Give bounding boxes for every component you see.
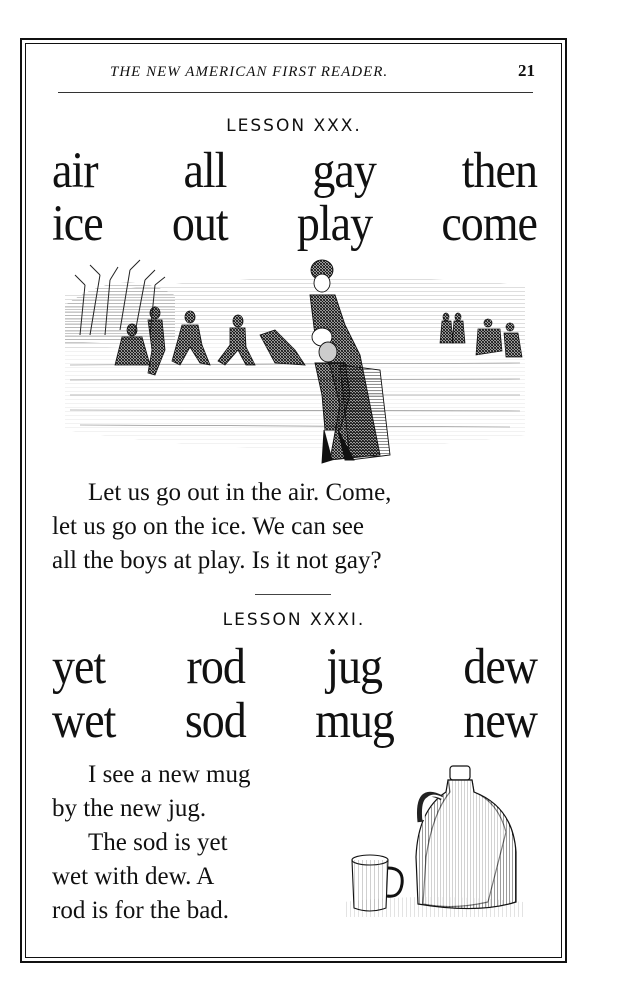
reading-line: all the boys at play. Is it not gay? bbox=[52, 547, 382, 574]
vocab-word: wet bbox=[52, 692, 116, 749]
lesson-31-reading-cont bbox=[52, 792, 206, 826]
vocab-word: all bbox=[183, 142, 227, 199]
reading-line: wet with dew. A bbox=[52, 863, 215, 890]
reading-line: The sod is yet bbox=[88, 829, 228, 856]
vocab-word: yet bbox=[52, 638, 106, 695]
vocab-word: then bbox=[461, 142, 537, 199]
lesson-30-reading bbox=[88, 476, 391, 510]
reading-line: let us go on the ice. We can see bbox=[52, 513, 364, 540]
reading-line: rod is for the bad. bbox=[52, 897, 230, 924]
lesson-31-reading bbox=[88, 758, 250, 792]
vocab-word: gay bbox=[312, 142, 376, 199]
lesson-31-reading-cont-3 bbox=[52, 860, 229, 928]
vocab-word: jug bbox=[326, 638, 382, 695]
page-number: 21 bbox=[518, 61, 535, 80]
lesson-31-reading-cont-2 bbox=[88, 826, 228, 860]
lesson-30-words-row-1 bbox=[52, 142, 537, 199]
vocab-word: dew bbox=[463, 638, 537, 695]
jug-and-mug-illustration bbox=[338, 762, 528, 922]
header-rule bbox=[58, 92, 533, 93]
lesson-30-reading-cont bbox=[52, 510, 382, 578]
lesson-30-words-row-2 bbox=[52, 195, 537, 252]
skating-scene-illustration bbox=[60, 255, 530, 470]
lesson-31-words-row-1 bbox=[52, 638, 537, 695]
vocab-word: new bbox=[463, 692, 537, 749]
lesson-30-title: LESSON XXX. bbox=[226, 116, 362, 136]
lesson-divider-rule bbox=[255, 594, 331, 595]
vocab-word: air bbox=[52, 142, 98, 199]
lesson-31-words-row-2 bbox=[52, 692, 537, 749]
vocab-word: sod bbox=[184, 692, 246, 749]
vocab-word: play bbox=[296, 195, 373, 252]
reading-line: by the new jug. bbox=[52, 795, 207, 822]
vocab-word: come bbox=[441, 195, 537, 252]
running-head: THE NEW AMERICAN FIRST READER. bbox=[110, 64, 389, 80]
vocab-word: out bbox=[171, 195, 228, 252]
lesson-31-title: LESSON XXXI. bbox=[222, 610, 366, 630]
reading-line: Let us go out in the air. Come, bbox=[88, 479, 392, 506]
reading-line: I see a new mug bbox=[88, 761, 251, 788]
vocab-word: mug bbox=[315, 692, 394, 749]
vocab-word: rod bbox=[186, 638, 245, 695]
vocab-word: ice bbox=[52, 195, 103, 252]
